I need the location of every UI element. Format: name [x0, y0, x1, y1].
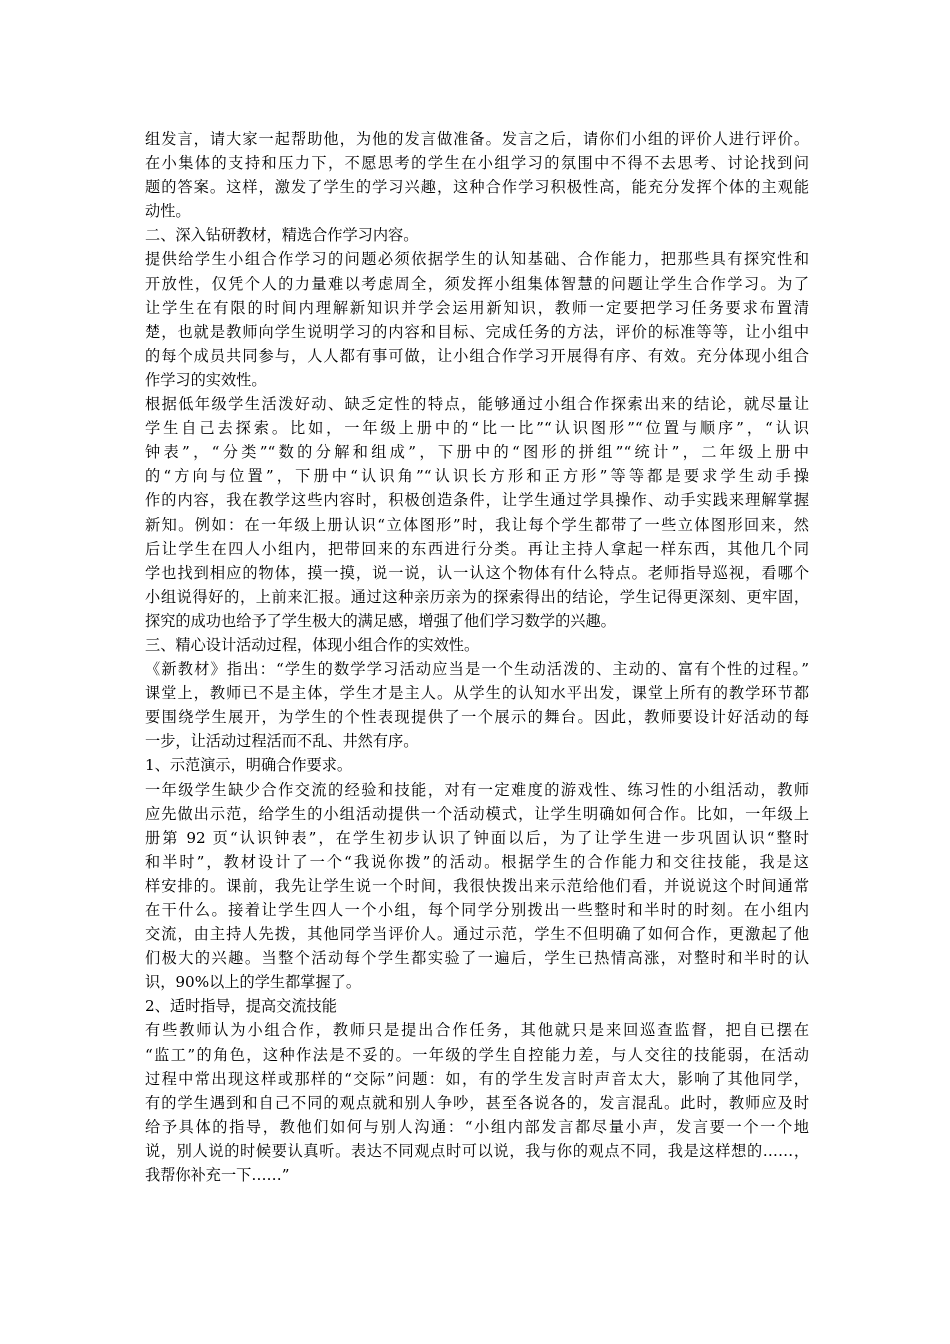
text-line: 新知。例如：在一年级上册认识“立体图形”时，我让每个学生都带了一些立体图形回来，然	[145, 515, 809, 534]
text-line: 学生自己去探索。比如，一年级上册中的“比一比”“认识图形”“位置与顺序”，“认识	[145, 419, 809, 438]
text-line: 应先做出示范，给学生的小组活动提供一个活动模式，让学生明确如何合作。比如，一年级上	[145, 804, 809, 823]
text-line: 有的学生遇到和自己不同的观点就和别人争吵，甚至各说各的，发言混乱。此时，教师应及时	[145, 1093, 809, 1112]
text-line: “监工”的角色，这种作法是不妥的。一年级的学生自控能力差，与人交往的技能弱，在活动	[145, 1045, 809, 1064]
text-line: 作学习的实效性。	[145, 370, 267, 389]
text-line: 2、适时指导，提高交流技能	[145, 997, 337, 1016]
text-line: 的“方向与位置”，下册中“认识角”“认识长方形和正方形”等等都是要求学生动手操	[145, 467, 809, 486]
text-line: 组发言，请大家一起帮助他，为他的发言做准备。发言之后，请你们小组的评价人进行评价。	[145, 130, 809, 148]
text-line: 给予具体的指导，教他们如何与别人沟通：“小组内部发言都尽量小声，发言要一个一个地	[145, 1117, 809, 1136]
text-line: 动性。	[145, 202, 191, 221]
text-line: 题的答案。这样，激发了学生的学习兴趣，这种合作学习积极性高，能充分发挥个体的主观能	[145, 178, 809, 197]
text-line: 在干什么。接着让学生四人一个小组，每个同学分别拨出一些整时和半时的时刻。在小组内	[145, 901, 809, 919]
text-line: 样安排的。课前，我先让学生说一个时间，我很快拨出来示范给他们看，并说说这个时间通常	[145, 876, 809, 895]
text-line: 二、深入钻研教材，精选合作学习内容。	[145, 226, 419, 245]
text-line: 识，90%以上的学生都掌握了。	[145, 973, 362, 992]
text-line: 让学生在有限的时间内理解新知识并学会运用新知识，教师一定要把学习任务要求布置清	[145, 298, 809, 317]
text-line: 《新教材》指出：“学生的数学学习活动应当是一个生动活泼的、主动的、富有个性的过程。”	[145, 660, 809, 679]
text-line: 根据低年级学生活泼好动、缺乏定性的特点，能够通过小组合作探索出来的结论，就尽量让	[145, 395, 809, 414]
text-line: 的每个成员共同参与，人人都有事可做，让小组合作学习开展得有序、有效。充分体现小组合	[145, 346, 809, 365]
document-body	[145, 127, 809, 1187]
text-line: 要围绕学生展开，为学生的个性表现提供了一个展示的舞台。因此，教师要设计好活动的每	[145, 708, 809, 727]
text-line: 1、示范演示，明确合作要求。	[145, 756, 353, 775]
text-line: 三、精心设计活动过程，体现小组合作的实效性。	[145, 635, 480, 654]
text-line: 们极大的兴趣。当整个活动每个学生都实验了一遍后，学生已热情高涨，对整时和半时的认	[145, 949, 809, 968]
text-line: 课堂上，教师已不是主体，学生才是主人。从学生的认知水平出发，课堂上所有的教学环节都	[145, 684, 809, 703]
text-line: 开放性，仅凭个人的力量难以考虑周全，须发挥小组集体智慧的问题让学生合作学习。为了	[145, 274, 809, 293]
text-line: 学也找到相应的物体，摸一摸，说一说，认一认这个物体有什么特点。老师指导巡视，看哪个	[145, 563, 809, 582]
text-line: 说，别人说的时候要认真听。表达不同观点时可以说，我与你的观点不同，我是这样想的……，	[145, 1141, 809, 1160]
text-line: 有些教师认为小组合作，教师只是提出合作任务，其他就只是来回巡查监督，把自已摆在	[145, 1021, 809, 1040]
text-line: 交流，由主持人先拨，其他同学当评价人。通过示范，学生不但明确了如何合作，更激起了他	[145, 925, 809, 944]
text-line: 作的内容，我在教学这些内容时，积极创造条件，让学生通过学具操作、动手实践来理解掌握	[145, 491, 809, 510]
text-line: 在小集体的支持和压力下，不愿思考的学生在小组学习的氛围中不得不去思考、讨论找到问	[145, 154, 809, 173]
text-line: 提供给学生小组合作学习的问题必须依据学生的认知基础、合作能力，把那些具有探究性和	[145, 250, 809, 269]
text-line: 楚，也就是教师向学生说明学习的内容和目标、完成任务的方法，评价的标准等等，让小组中	[145, 322, 809, 341]
text-line: 过程中常出现这样或那样的“交际”问题：如，有的学生发言时声音太大，影响了其他同学，	[145, 1069, 809, 1088]
text-line: 小组说得好的，上前来汇报。通过这种亲历亲为的探索得出的结论，学生记得更深刻、更牢固，	[145, 587, 809, 606]
text-line: 一年级学生缺少合作交流的经验和技能，对有一定难度的游戏性、练习性的小组活动，教师	[145, 780, 809, 799]
text-line: 钟表”，“分类”“数的分解和组成”，下册中的“图形的拼组”“统计”，二年级上册中	[145, 443, 809, 462]
text-line: 和半时”，教材设计了一个“我说你拨”的活动。根据学生的合作能力和交往技能，我是这	[145, 852, 809, 871]
text-line: 后让学生在四人小组内，把带回来的东西进行分类。再让主持人拿起一样东西，其他几个同	[145, 539, 809, 558]
text-line: 我帮你补充一下……”	[145, 1166, 290, 1185]
text-line: 一步，让活动过程活而不乱、井然有序。	[145, 732, 419, 751]
text-line: 探究的成功也给予了学生极大的满足感，增强了他们学习数学的兴趣。	[145, 611, 616, 630]
text-line: 册第 92 页“认识钟表”，在学生初步认识了钟面以后，为了让学生进一步巩固认识“整时	[145, 828, 809, 847]
